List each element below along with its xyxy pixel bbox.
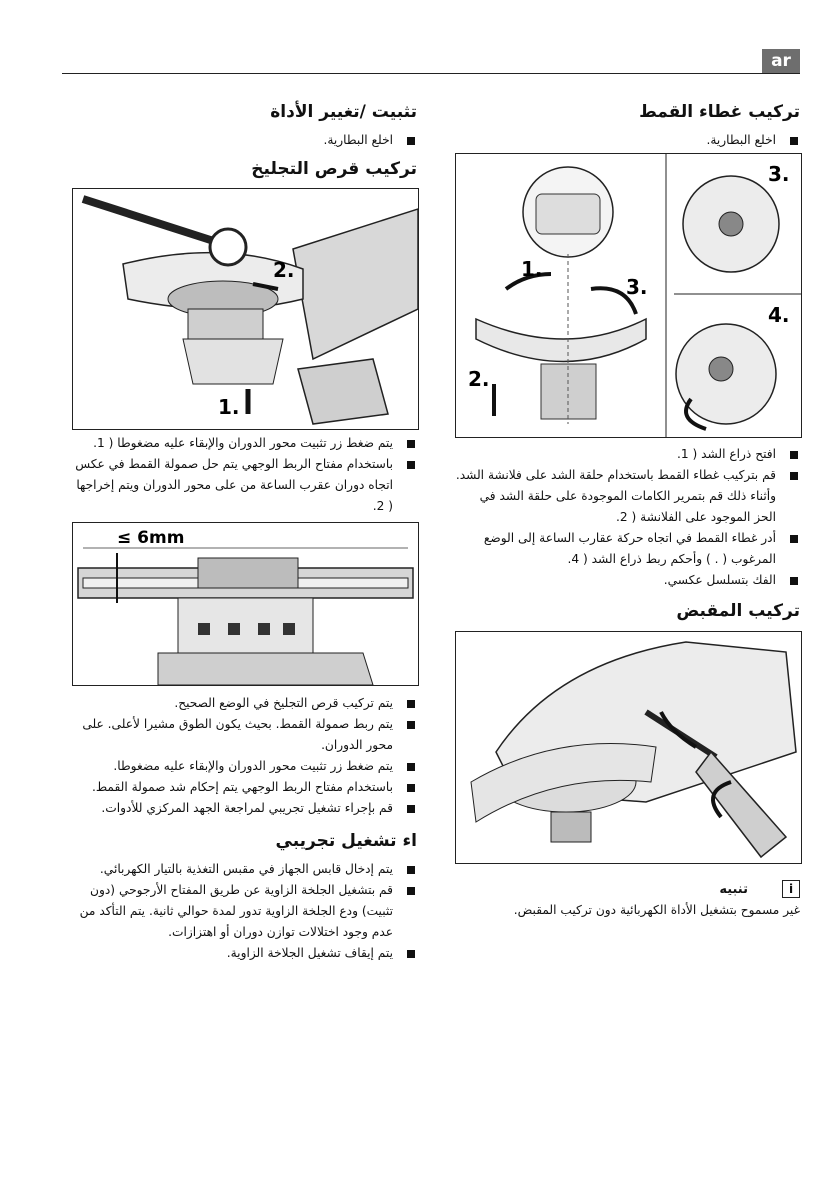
guard-steps — [455, 444, 800, 623]
list-item: يتم ضغط زر تثبيت محور الدوران والإبقاء عليه مضغوطا ( 1. — [72, 433, 417, 454]
handle-illustration — [456, 632, 801, 863]
caution-note — [455, 880, 800, 920]
language-badge: ar — [762, 49, 800, 73]
list-item: يتم تركيب قرص التجليخ في الوضع الصحيح. — [62, 693, 417, 714]
list-item: باستخدام مفتاح الربط الوجهي يتم حل صمولة القمط في عكس اتجاه دوران عقرب الساعة من على محور الدوران ويتم إخراجها ( 2. — [72, 454, 417, 517]
section-title-tool: تثبيت /تغيير الأداة — [270, 102, 417, 122]
list-item: يتم ربط صمولة القمط. بحيث يكون الطوق مشيرا لأعلى. على محور الدوران. — [62, 714, 417, 756]
section-title-disc: تركيب قرص التجليخ — [251, 159, 417, 179]
guard-prep-list — [455, 130, 800, 151]
fig-label-3b: 3. — [768, 162, 790, 186]
tool-prep-list — [72, 130, 417, 151]
section-title-trial: اء تشغيل تجريبي — [275, 831, 417, 851]
disc-steps-a — [72, 433, 417, 517]
guard-illustration — [456, 154, 801, 437]
list-item: يتم إيقاف تشغيل الجلاخة الزاوية. — [62, 943, 417, 964]
guard-figure — [455, 153, 802, 438]
disc-steps-b-list — [62, 693, 417, 819]
section-title-guard: تركيب غطاء القمط — [639, 102, 800, 122]
disc-steps-a-list — [72, 433, 417, 517]
list-item: قم بإجراء تشغيل تجريبي لمراجعة الجهد المركزي للأدوات. — [62, 798, 417, 819]
fig-label-1: 1. — [521, 257, 543, 281]
list-item: قم بتشغيل الجلخة الزاوية عن طريق المفتاح الأرجوحي (دون تثبيت) ودع الجلخة الزاوية تدور لمدة حوالي ثانية. يتم التأكد من عدم وجود اختلالات توازن دوران أو اهتزازات. — [62, 880, 417, 943]
list-item: افتح ذراع الشد ( 1. — [455, 444, 800, 465]
list-item: يتم ضغط زر تثبيت محور الدوران والإبقاء عليه مضغوطا. — [62, 756, 417, 777]
list-item: باستخدام مفتاح الربط الوجهي يتم إحكام شد صمولة القمط. — [62, 777, 417, 798]
note-title: تنبيه — [719, 881, 748, 897]
fig-label-2: 2. — [273, 258, 295, 282]
fig-label-3: 3. — [626, 275, 648, 299]
gap-illustration — [73, 523, 418, 685]
list-item: الفك بتسلسل عكسي. — [455, 570, 800, 591]
header-rule — [62, 73, 800, 74]
list-item: يتم إدخال قابس الجهاز في مقبس التغذية بالتيار الكهربائي. — [62, 859, 417, 880]
section-title-handle: تركيب المقبض — [676, 601, 800, 621]
disc-steps-b — [62, 693, 417, 964]
gap-label: ≤ 6mm — [117, 528, 185, 548]
list-item: أدر غطاء القمط في اتجاه حركة عقارب الساعة إلى الوضع المرغوب ( . ) وأحكم ربط ذراع الشد ( 4. — [455, 528, 800, 570]
fig-label-1: 1. — [218, 395, 240, 419]
note-text: غير مسموح بتشغيل الأداة الكهربائية دون تركيب المقبض. — [513, 903, 800, 917]
disc-figure — [72, 188, 419, 430]
list-item: اخلع البطارية. — [72, 130, 417, 151]
disc-illustration — [73, 189, 418, 429]
trial-steps-list — [62, 859, 417, 964]
fig-label-2: 2. — [468, 367, 490, 391]
handle-figure — [455, 631, 802, 864]
list-item: اخلع البطارية. — [455, 130, 800, 151]
gap-figure — [72, 522, 419, 686]
info-icon: i — [782, 880, 800, 898]
list-item: قم بتركيب غطاء القمط باستخدام حلقة الشد على فلانشة الشد. وأثناء ذلك قم بتمرير الكامات الموجودة على حلقة الشد في الحز الموجود على الفلانشة ( 2. — [455, 465, 800, 528]
left-column — [72, 100, 417, 181]
right-column — [455, 100, 800, 151]
fig-label-4: 4. — [768, 303, 790, 327]
guard-steps-list — [455, 444, 800, 591]
